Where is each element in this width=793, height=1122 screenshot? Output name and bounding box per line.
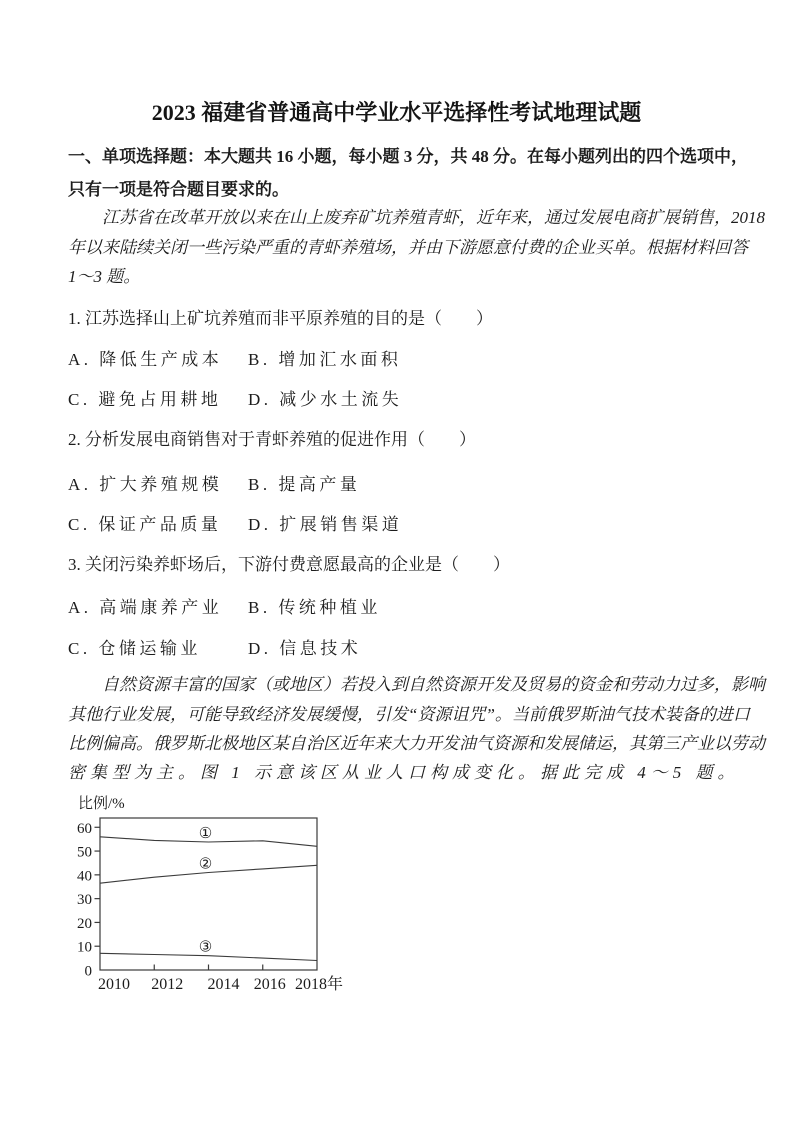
question-1-option-b: B. 增加汇水面积 xyxy=(248,350,402,369)
y-axis-tick-label: 20 xyxy=(77,915,92,932)
x-axis-tick-label: 2018年 xyxy=(294,976,344,993)
question-2-option-b: B. 提高产量 xyxy=(248,475,361,494)
question-1-option-c: C. 避免占用耕地 xyxy=(68,390,222,409)
x-axis-tick-label: 2014 xyxy=(207,976,240,993)
passage-1-line-2: 年以来陆续关闭一些污染严重的青虾养殖场，并由下游愿意付费的企业买单。根据材料回答 xyxy=(68,238,748,257)
series-label-2: ② xyxy=(198,854,213,873)
passage-1-line-1: 江苏省在改革开放以来在山上废弃矿坑养殖青虾，近年来，通过发展电商扩展销售，2018 xyxy=(102,208,765,227)
y-axis-tick-label: 40 xyxy=(77,868,92,885)
question-1-stem: 1. 江苏选择山上矿坑养殖而非平原养殖的目的是（ ） xyxy=(68,309,493,328)
x-axis-tick-label: 2010 xyxy=(98,976,130,993)
question-3-stem: 3. 关闭污染养虾场后，下游付费意愿最高的企业是（ ） xyxy=(68,555,510,574)
question-2-option-d: D. 扩展销售渠道 xyxy=(248,515,403,534)
passage-2-line-4: 密集型为主。图 1 示意该区从业人口构成变化。据此完成 4～5 题。 xyxy=(68,763,740,782)
series-label-1: ① xyxy=(198,824,213,843)
question-2-option-a: A. 扩大养殖规模 xyxy=(68,475,223,494)
question-3-option-d: D. 信息技术 xyxy=(248,639,362,658)
question-2-option-c: C. 保证产品质量 xyxy=(68,515,222,534)
x-axis-tick-label: 2012 xyxy=(151,976,184,993)
passage-2-line-1: 自然资源丰富的国家（或地区）若投入到自然资源开发及贸易的资金和劳动力过多，影响 xyxy=(102,675,765,694)
question-3-option-b: B. 传统种植业 xyxy=(248,598,381,617)
y-axis-tick-label: 60 xyxy=(77,820,92,837)
section-header-line-2: 只有一项是符合题目要求的。 xyxy=(68,180,289,199)
y-axis-tick-label: 10 xyxy=(77,939,92,956)
passage-2-line-3: 比例偏高。俄罗斯北极地区某自治区近年来大力开发油气资源和发展储运，其第三产业以劳动 xyxy=(68,734,765,753)
y-axis-tick-label: 30 xyxy=(77,892,92,909)
question-1-option-d: D. 减少水土流失 xyxy=(248,390,403,409)
y-axis-tick-label: 50 xyxy=(77,844,92,861)
y-axis-tick-label: 0 xyxy=(84,963,92,980)
question-2-stem: 2. 分析发展电商销售对于青虾养殖的促进作用（ ） xyxy=(68,430,476,449)
exam-title: 2023 福建省普通高中学业水平选择性考试地理试题 xyxy=(151,100,642,125)
x-axis-tick-label: 2016 xyxy=(253,976,286,993)
question-1-option-a: A. 降低生产成本 xyxy=(68,350,223,369)
question-3-option-a: A. 高端康养产业 xyxy=(68,598,223,617)
figure-1-chart xyxy=(70,792,370,1007)
question-3-option-c: C. 仓储运输业 xyxy=(68,639,201,658)
passage-1-line-3: 1～3 题。 xyxy=(68,267,141,286)
y-axis-title: 比例/% xyxy=(78,796,125,812)
section-header-line-1: 一、单项选择题：本大题共 16 小题，每小题 3 分，共 48 分。在每小题列出的四个选项中， xyxy=(68,147,748,166)
passage-2-line-2: 其他行业发展，可能导致经济发展缓慢，引发“资源诅咒”。当前俄罗斯油气技术装备的进口 xyxy=(68,705,750,724)
series-label-3: ③ xyxy=(198,937,213,956)
